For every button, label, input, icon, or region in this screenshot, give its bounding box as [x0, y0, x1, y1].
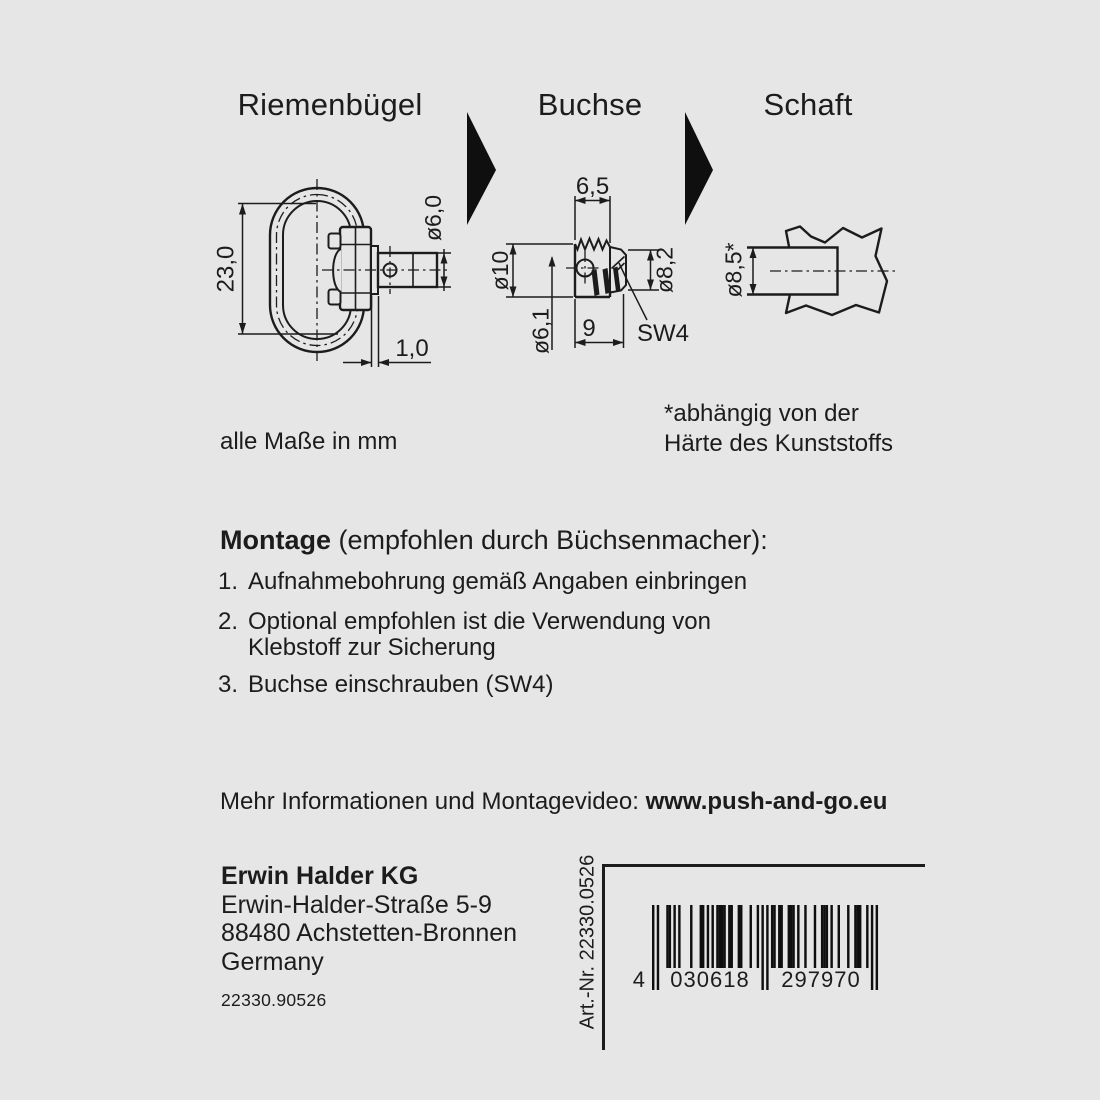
header-label-buchse: Buchse	[537, 87, 643, 122]
order-code: 22330.90526	[221, 990, 327, 1010]
dim-outer-diameter-label: ø10	[487, 250, 513, 291]
barcode-digit-group: 297970	[781, 967, 861, 992]
article-number-vertical-label: Art.-Nr. 22330.0526	[576, 854, 599, 1030]
buchse-drawing	[480, 170, 695, 362]
footnote-line: Härte des Kunststoffs	[664, 430, 894, 457]
address-country: Germany	[221, 947, 324, 976]
barcode-digit-group: 030618	[670, 967, 750, 992]
montage-heading-bold: Montage	[220, 525, 331, 555]
header-label-schaft: Schaft	[763, 87, 853, 122]
dim-gap-label: 1,0	[395, 335, 429, 362]
montage-step-2	[218, 609, 711, 661]
dim-thread-diameter-label: ø8,2	[651, 246, 678, 294]
riemenbuegel-drawing	[200, 165, 465, 380]
dim-bore-diameter-label: ø6,1	[527, 307, 554, 355]
step-number: 2.	[218, 608, 239, 635]
dim-head-width-label: 6,5	[575, 173, 610, 200]
dim-pin-diameter-label: ø6,0	[420, 194, 446, 242]
step-text: Klebstoff zur Sicherung	[248, 634, 496, 661]
step-number: 3.	[218, 671, 239, 698]
montage-step-1	[218, 569, 747, 595]
address-block	[221, 862, 517, 976]
address-city: 88480 Achstetten-Bronnen	[221, 919, 518, 948]
info-prefix: Mehr Informationen und Montagevideo:	[220, 788, 646, 815]
footnote-line: *abhängig von der	[664, 400, 859, 427]
dim-hole-diameter-label: ø8,5*	[720, 242, 747, 298]
step-text: Optional empfohlen ist die Verwendung von	[248, 608, 711, 635]
dim-ring-length-label: 23,0	[212, 245, 240, 293]
step-number: 1.	[218, 568, 239, 595]
wrench-size-label: SW4	[637, 320, 690, 347]
company-name: Erwin Halder KG	[221, 862, 419, 890]
dim-thread-length-label: 9	[582, 315, 596, 342]
material-footnote	[664, 399, 893, 459]
address-street: Erwin-Halder-Straße 5-9	[221, 890, 492, 919]
website-url: www.push-and-go.eu	[645, 788, 888, 815]
step-text: Aufnahmebohrung gemäß Angaben einbringen	[248, 568, 748, 595]
barcode-box-left-line	[602, 864, 605, 1050]
info-line	[220, 788, 887, 816]
montage-heading	[220, 525, 768, 556]
ean13-barcode	[630, 903, 880, 993]
step-text: Buchse einschrauben (SW4)	[248, 671, 554, 698]
schaft-drawing	[705, 185, 905, 330]
header-label-riemenbuegel: Riemenbügel	[237, 87, 423, 122]
montage-step-3	[218, 672, 553, 698]
barcode-digit-group: 4	[632, 967, 646, 992]
barcode-box-top-line	[602, 864, 925, 867]
montage-heading-rest: (empfohlen durch Büchsenmacher):	[331, 525, 768, 555]
units-note: alle Maße in mm	[220, 428, 398, 455]
